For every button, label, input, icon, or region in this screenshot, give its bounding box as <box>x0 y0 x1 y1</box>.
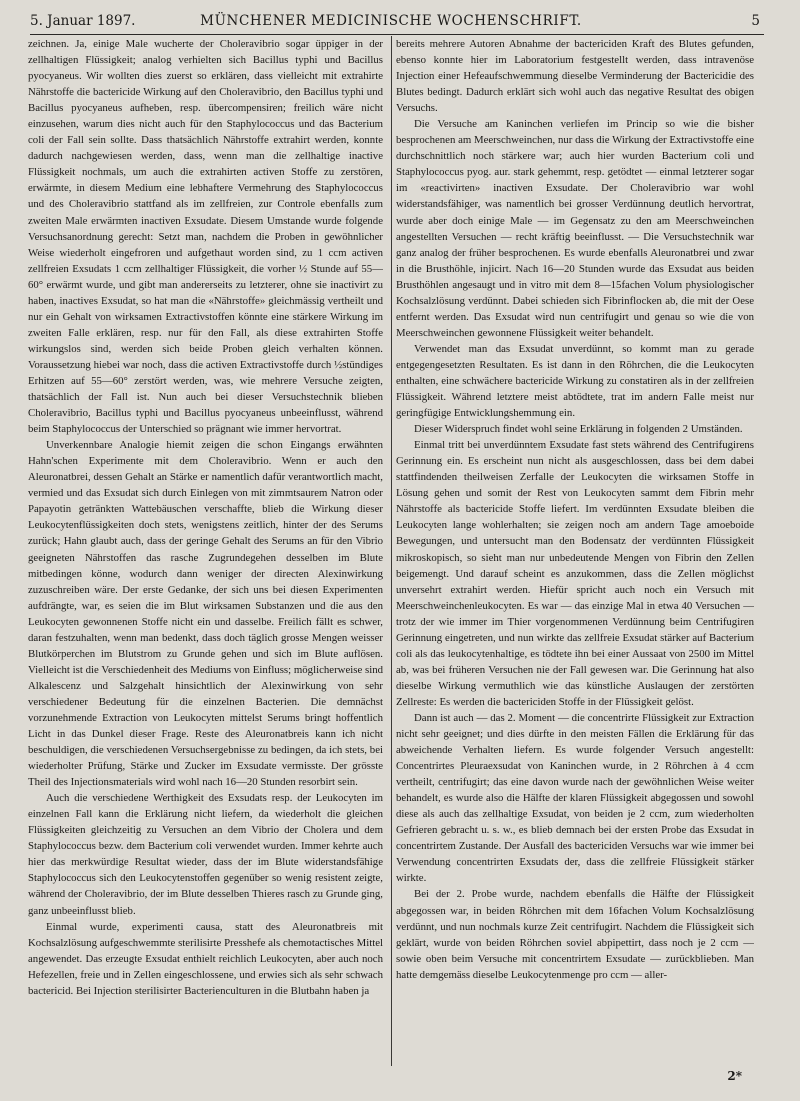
column-divider <box>391 36 392 1066</box>
paragraph: Dieser Widerspruch findet wohl seine Erklärung in folgenden 2 Umständen. <box>414 423 743 436</box>
paragraph: Einmal tritt bei unverdünntem Exsudate fast stets während des Centrifugirens Gerinnung ein. Es erscheint nun nicht als ausgeschlossen, dass bei dem dabei stattfindenden theilweisen Zerfalle der Leukocyten die wirksamen Stoffe in Lösung gehen und somit der Rest von Leukocyten sammt dem Fibrin mehr Nährstoffe als bactericide Stoffe liefert. Im verdünnten Exsudate bleiben die Leukocyten lange wohlerhalten; sie zeigen noch am andern Tage amoeboide Bewegungen, und untersucht man den Bodensatz der verdünnten Flüssigkeit mikroskopisch, so sieht man nur unbedeutende Mengen von Fibrin den Zellen beigemengt. Und darauf scheint es anzukommen, dass die Zellen möglichst unversehrt extrahirt werden. Hiefür spricht auch noch ein Versuch mit Meerschweinchenleukocyten. Es war — das einzige Mal in etwa 40 Versuchen — trotz der wie immer im Thier vorgenommenen Verdünnung beim Centrifugiren Gerinnung eingetreten, und nun wirkte das zellfreie Exsudat stärker auf Bacterium coli als das leukocytenhaltige, es tödtete ihn bei einer Aussaat von 2500 im Mittel ab, was bei früheren Versuchen nie der Fall gewesen war. Die Gerinnung hat also dieselbe Wirkung vermuthlich wie das künstliche Auslaugen der zerstörten Zellreste: Es werden die bactericiden Stoffe in der Flüssigkeit gelöst. <box>396 439 754 708</box>
signature-mark: 2* <box>727 1069 742 1083</box>
paragraph: zeichnen. Ja, einige Male wucherte der Choleravibrio sogar üppiger in der zellhaltigen Flüssigkeit; analog verhielten sich Bacillus typhi und Bacillus pyocyaneus. Wir wollten dies zuerst so erklären, dass vielleicht mit extrahirte Nährstoffe die bactericide Wirkung auf den Choleravibrio, den Bacillus typhi und Bacillus pyocyaneus aufheben, resp. übercompensiren; freilich wäre nicht einzusehen, warum dies nicht auch für den Staphylococcus und das Bacterium coli der Fall sein sollte. Dass thatsächlich Nährstoffe extrahirt werden, konnte dadurch nachgewiesen werden, dass, wenn man die zellhaltige inactive Flüssigkeit nochmals, um auch die extrahirten activen Stoffe zu zerstören, erwärmte, in diesem Medium eine lebhaftere Vermehrung des Staphylococcus und des Choleravibrio stattfand als im zellfreien, zur Controle ebenfalls zum zweiten Male erwärmten inactiven Exsudate. Diesem Umstande wurde folgende Versuchsanordnung gerecht: Setzt man, nachdem die Proben in gewöhnlicher Weise wiederholt eingefroren und aufgethaut worden sind, zu 1 ccm activen zellfreien Exsudats 1 ccm zellhaltiger Flüssigkeit, die vorher ½ Stunde auf 55—60° erwärmt wurde, und gibt man andererseits zu letzterer, ohne sie inactivirt zu haben, inactives Exsudat, so hat man die «Nährstoffe» gleichmässig vertheilt und nur ein Gehalt von wirksamen Extractivstoffen könnte eine stärkere Wirkung im zweiten Falle erklären, resp. nur für den Fall, als diese extrahirten Stoffe wirkungslos sind, werden sich beide Proben gleich verhalten können. Voraussetzung hiebei war noch, dass die activen Extractivstoffe durch ½stündiges Erhitzen auf 55—60° zerstört werden, was, wie mehrere Versuche zeigten, thatsächlich der Fall ist. Nun auch bei dieser Versuchstechnik blieben Choleravibrio, Bacillus typhi und Bacillus pyocyaneus unbeeinflusst, während beim Staphylococcus der Unterschied so prägnant wie immer hervortrat. <box>28 38 383 436</box>
paragraph: Auch die verschiedene Werthigkeit des Exsudats resp. der Leukocyten im einzelnen Fall kann die Erklärung nicht liefern, da wiederholt die gleichen Flüssigkeiten gleichzeitig zu Versuchen an dem Vibrio der Cholera und dem Staphylococcus bezw. dem Bacterium coli verwendet wurden. Immer kehrte auch hier das merkwürdige Resultat wieder, dass der im Blute widerstandsfähige Staphylococcus sich den Leukocytenstoffen gegenüber so wenig resistent zeigte, während der Choleravibrio, der im Blute desselben Thieres rasch zu Grunde ging, ganz unbeeinflusst blieb. <box>28 792 383 917</box>
paragraph: Dann ist auch — das 2. Moment — die concentrirte Flüssigkeit zur Extraction nicht sehr geeignet; und dies dürfte in den meisten Fällen die Erklärung für das abweichende Verhalten liefern. Es wurde folgender Versuch angestellt: Concentrirtes Pleuraexsudat von Kaninchen wurde, in 2 Röhrchen à 4 ccm vertheilt, centrifugirt; das eine davon wurde nach der gewöhnlichen Weise weiter behandelt, es wurde also die Hälfte der klaren Flüssigkeit abgegossen und sowohl diese als auch das zellhaltige Exsudat, von beiden je 2 ccm, zum wiederholten Gefrieren gebracht u. s. w., es blieb demnach bei der ersten Probe das Exsudat in concentrirtem Zustande. Der Ausfall des bactericiden Versuchs war wie immer bei Verwendung concentrirten Exsudats der, dass die zellfreie Flüssigkeit stärker wirkte. <box>396 711 754 885</box>
paragraph: Unverkennbare Analogie hiemit zeigen die schon Eingangs erwähnten Hahn'schen Experimente mit dem Choleravibrio. Wenn er auch den Aleuronatbrei, dessen Gehalt an Stärke er namentlich dafür verantwortlich macht, vermied und das Exsudat sich durch Einlegen von mit zimmtsaurem Natron oder Papayotin getränkten Wattebäuschen verschaffte, blieb die Wirkung dieser Leukocytenflüssigkeiten doch stets, wenigstens zeitlich, hinter der des Serums zurück; Hahn glaubt auch, dass der geringe Gehalt des Serums an für den Vibrio geeigneten Nährstoffen das rasche Zugrundegehen desselben im Blute mitbedingen könne, wodurch dann weniger der directen Alexinwirkung zuzuschreiben wäre. Der erste Gedanke, der sich uns bei diesen Experimenten aufdrängte, war, es seien die im Blut wirksamen Substanzen und die aus den Leukocyten gewonnenen Stoffe nicht ein und dasselbe. Freilich fällt es schwer, daran festzuhalten, wenn man bedenkt, dass doch täglich grosse Mengen weisser Blutkörperchen im Blutstrom zu Grunde gehen und sich im Blute auflösen. Vielleicht ist die Verschiedenheit des Mediums von Einfluss; möglicherweise sind Alkalescenz und Salzgehalt hinsichtlich der Alexinwirkung von sehr verschiedener Bedeutung für die einzelnen Bacterien. Die demnächst vorzunehmende Extraction von Leukocyten mittelst Serums bringt hoffentlich Licht in das Dunkel dieser Frage. Reste des Aleuronatbreis kann ich nicht beschuldigen, die verschiedenen Versuchsergebnisse zu bedingen, da ich stets, bei wiederholter Prüfung, Stärke und Zucker im Exsudate vermisste. Der grösste Theil des Injectionsmaterials wird wohl nach 16—20 Stunden resorbirt sein. <box>28 439 383 789</box>
paragraph: Die Versuche am Kaninchen verliefen im Princip so wie die bisher besprochenen am Meerschweinchen, nur dass die Wirkung der Extractivstoffe eine durchschnittlich noch stärkere war; auch hier wurden Bacterium coli und Staphylococcus pyog. aur. stark gehemmt, resp. getödtet — einmal letzterer sogar im «reactivirten» inactiven Exsudate. Der Choleravibrio war wohl widerstandsfähiger, was namentlich bei grosser Verdünnung deutlich hervortrat, wurde aber doch einige Male — im Gegensatz zu den am Meerschweinchen angestellten Versuchen — recht kräftig beeinflusst. — Die Versuchstechnik war ganz analog der früher besprochenen. Es wurde ebenfalls Aleuronatbrei und zwar in die Brusthöhle, injicirt. Nach 16—20 Stunden wurde das Exsudat aus beiden Brusthöhlen angesaugt und in vitro mit dem 8—15fachen Volum physiologischer Kochsalzlösung verdünnt. Dabei schieden sich Fibrinflocken ab, die mit der Oese entfernt werden. Das Exsudat wird nun centrifugirt und genau so wie die von Meerschweinchen gewonnene Flüssigkeit weiter behandelt. <box>396 118 754 339</box>
page-number: 5 <box>751 13 760 29</box>
journal-title: MÜNCHENER MEDICINISCHE WOCHENSCHRIFT. <box>200 13 582 29</box>
header-rule <box>30 34 764 35</box>
paragraph: Verwendet man das Exsudat unverdünnt, so kommt man zu gerade entgegengesetzten Resultaten. Es ist dann in den Röhrchen, die die Leukocyten enthalten, eine schwächere bactericide Wirkung zu constatiren als in der zellfreien Flüssigkeit. Während letztere meist abtödtete, trat im andern Falle meist nur geringfügige Entwicklungshemmung ein. <box>396 342 754 420</box>
right-column <box>396 36 754 1066</box>
paragraph: Einmal wurde, experimenti causa, statt des Aleuronatbreis mit Kochsalzlösung aufgeschwemmte sterilisirte Presshefe als chemotactisches Mittel angewendet. Das erzeugte Exsudat enthielt reichlich Leukocyten, aber auch noch Hefezellen, freie und in Zellen eingeschlossene, und erwies sich als sehr schwach bactericid. Bei Injection sterilisirter Bacterienculturen in die Blutbahn haben ja <box>28 920 383 997</box>
paragraph: Bei der 2. Probe wurde, nachdem ebenfalls die Hälfte der Flüssigkeit abgegossen war, in beiden Röhrchen mit dem 16fachen Volum Kochsalzlösung verdünnt, und nun nochmals kurze Zeit centrifugirt. Nachdem die Flüssigkeit sich geklärt, wurde von beiden Röhrchen soviel abpipettirt, dass noch je 2 ccm — sowie oben beim Versuche mit concentrirtem Exsudate — zurückblieben. Man hatte demgemäss dieselbe Leukocytenmenge pro ccm — aller- <box>396 888 754 981</box>
paragraph: bereits mehrere Autoren Abnahme der bactericiden Kraft des Blutes gefunden, ebenso konnte hier im Laboratorium festgestellt werden, dass intravenöse Injection einer Hefeaufschwemmung dieselbe Verminderung der Bactericidie des Blutes bedingt. Dadurch erklärt sich wohl auch das negative Resultat des obigen Versuchs. <box>396 38 754 115</box>
running-header <box>30 12 760 32</box>
left-column <box>28 36 383 1066</box>
header-date: 5. Januar 1897. <box>30 13 136 29</box>
